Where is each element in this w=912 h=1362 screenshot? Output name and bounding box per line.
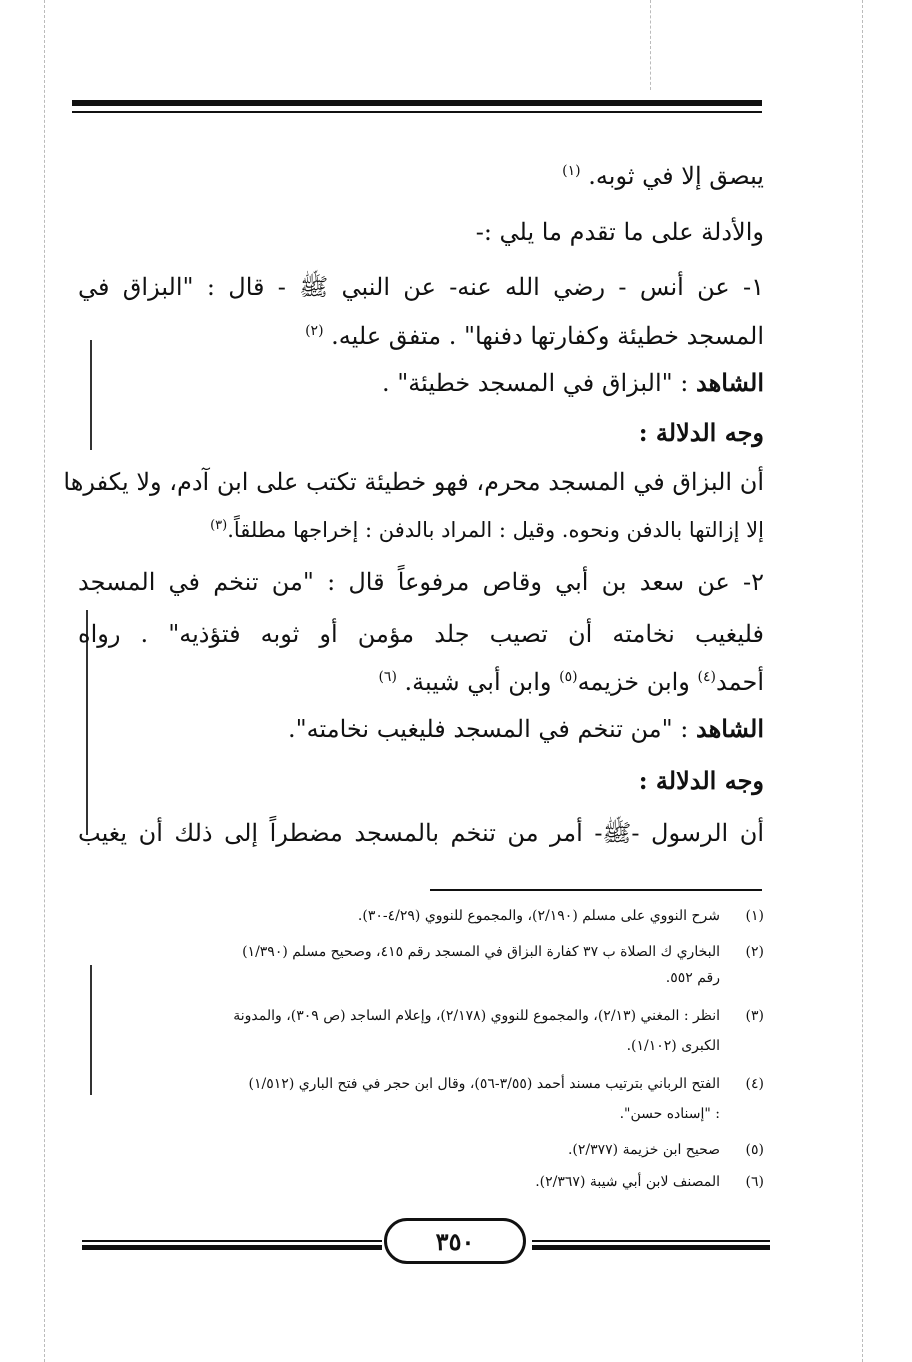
footer-rule	[532, 1240, 770, 1250]
text-line: أحمد$^{(٤)}$ وابن خزيمه$^{(٥)}$ وابن أبي شيبة. $^{(٦)}$	[378, 668, 764, 696]
header-rule	[72, 100, 762, 113]
text-line: ٢- عن سعد بن أبي وقاص مرفوعاً قال : "من تنخم في المسجد	[78, 568, 764, 596]
text-line: إلا إزالتها بالدفن ونحوه. وقيل : المراد بالدفن : إخراجها مطلقاً.$^{(٣)}$	[210, 518, 764, 542]
footnote-3-cont: الكبرى (١/١٠٢).	[626, 1038, 720, 1054]
footnote-ref: (٣)	[210, 518, 228, 533]
footnote-5: (٥)صحيح ابن خزيمة (٢/٣٧٧).	[567, 1142, 764, 1158]
scan-guide-line	[650, 0, 651, 90]
section-heading: وجه الدلالة :	[638, 766, 764, 795]
footnote-ref: (٥)	[559, 669, 578, 685]
shahid-label: الشاهد	[696, 714, 764, 743]
footnote-1: (١)شرح النووي على مسلم (٢/١٩٠)، والمجموع للنووي (٤/٢٩-٣٠).	[357, 908, 764, 924]
scan-guide-line	[862, 0, 863, 1362]
margin-mark	[90, 340, 92, 450]
section-heading: وجه الدلالة :	[638, 418, 764, 447]
text-line: ١- عن أنس - رضي الله عنه- عن النبي ﷺ - قال : "البزاق في	[78, 273, 764, 301]
footnote-6: (٦)المصنف لابن أبي شيبة (٢/٣٦٧).	[535, 1174, 764, 1190]
footnote-4-cont: : "إسناده حسن".	[619, 1106, 720, 1122]
scan-guide-line	[44, 0, 45, 1362]
footnote-separator	[430, 889, 762, 891]
text-line: والأدلة على ما تقدم ما يلي :-	[475, 218, 764, 246]
footnote-2: (٢)البخاري ك الصلاة ب ٣٧ كفارة البزاق في المسجد رقم ٤١٥، وصحيح مسلم (١/٣٩٠)	[242, 944, 764, 960]
text-line: فليغيب نخامته أن تصيب جلد مؤمن أو ثوبه فتؤذيه" . رواه	[78, 620, 764, 648]
margin-mark	[90, 965, 92, 1095]
footnote-2-cont: رقم ٥٥٢.	[665, 970, 720, 986]
page-number: ٣٥٠	[384, 1218, 526, 1264]
text-line: المسجد خطيئة وكفارتها دفنها" . متفق عليه. $^{(٢)}$	[305, 322, 764, 350]
text-line: يبصق إلا في ثوبه. $^{(١)}$	[562, 162, 764, 190]
footnote-ref: (٢)	[305, 323, 324, 339]
footnote-3: (٣)انظر : المغني (٢/١٣)، والمجموع للنووي (٢/١٧٨)، وإعلام الساجد (ص ٣٠٩)، والمدونة	[233, 1008, 764, 1024]
shahid-line: الشاهد : "من تنخم في المسجد فليغيب نخامته".	[287, 714, 764, 743]
text-line: أن الرسول -ﷺ- أمر من تنخم بالمسجد مضطراً إلى ذلك أن يغيب	[78, 819, 764, 847]
footer-rule	[82, 1240, 382, 1250]
footnote-ref: (١)	[562, 163, 581, 179]
shahid-line: الشاهد : "البزاق في المسجد خطيئة" .	[381, 368, 764, 397]
footnote-4: (٤)الفتح الرباني بترتيب مسند أحمد (٣/٥٥-٥٦)، وقال ابن حجر في فتح الباري (١/٥١٢)	[248, 1076, 764, 1092]
footnote-ref: (٤)	[697, 669, 717, 685]
footnote-ref: (٦)	[378, 669, 397, 685]
shahid-label: الشاهد	[696, 368, 764, 397]
text-line: أن البزاق في المسجد محرم، فهو خطيئة تكتب على ابن آدم، ولا يكفرها	[63, 468, 764, 496]
